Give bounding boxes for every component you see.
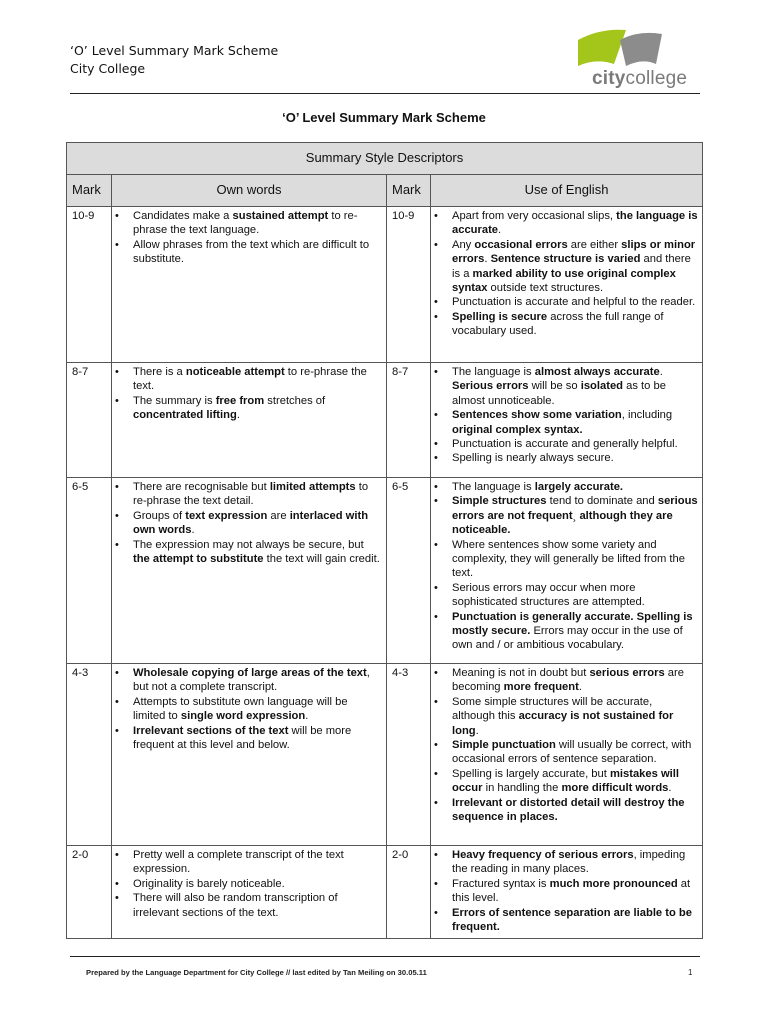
descriptor-text: There is a <box>133 366 186 378</box>
mark-cell: 8-7 <box>67 363 112 478</box>
mark-scheme-table <box>66 142 703 939</box>
descriptor-emphasis: largely accurate. <box>534 481 624 493</box>
descriptor-emphasis: Simple punctuation <box>452 739 556 752</box>
descriptor-item <box>452 796 698 825</box>
footer-rule <box>70 956 700 957</box>
logo-word-city: city <box>592 68 626 89</box>
header-title: ‘O’ Level Summary Mark Scheme <box>70 43 279 58</box>
descriptor-emphasis: interlaced with own words <box>133 509 369 537</box>
descriptor-item <box>452 848 698 877</box>
descriptor-item <box>452 310 698 339</box>
descriptor-emphasis: free from <box>215 394 265 407</box>
descriptor-item <box>452 238 698 296</box>
use-of-english-cell <box>431 363 703 478</box>
descriptor-text: are becoming <box>452 667 684 694</box>
table-row <box>67 363 703 478</box>
descriptor-text: There are recognisable but <box>133 481 270 493</box>
descriptor-text: Apart from very occasional slips, <box>452 210 617 222</box>
descriptor-emphasis: original complex syntax. <box>452 423 583 436</box>
descriptor-emphasis: serious errors are not frequent <box>452 495 698 522</box>
descriptor-text: . <box>659 366 663 378</box>
descriptor-emphasis: Simple structures <box>452 495 547 508</box>
descriptor-item <box>452 209 698 238</box>
descriptor-text: and there is a <box>452 253 691 280</box>
col-header-mark: Mark <box>67 175 112 207</box>
own-words-cell <box>112 664 387 846</box>
table-row <box>67 207 703 363</box>
mark-cell: 10-9 <box>387 207 431 363</box>
table-row <box>67 478 703 664</box>
descriptor-text: are either <box>567 238 622 251</box>
table-row <box>67 664 703 846</box>
descriptor-emphasis: more difficult words <box>561 782 669 795</box>
descriptor-text: . <box>236 409 240 422</box>
own-words-cell <box>112 207 387 363</box>
descriptor-text: across the full range of vocabulary used. <box>452 310 664 338</box>
descriptor-text: Some simple structures will be accurate, although this <box>452 695 653 723</box>
descriptor-text: Where sentences show some variety and complexity, they will generally be lifted from the text. <box>452 538 685 580</box>
use-of-english-cell <box>431 207 703 363</box>
descriptor-text: Candidates make a <box>133 210 233 222</box>
mark-cell: 6-5 <box>67 478 112 664</box>
descriptor-emphasis: more frequent <box>503 681 579 694</box>
mark-cell: 2-0 <box>67 846 112 939</box>
descriptor-text: to re-phrase the text language. <box>133 210 358 237</box>
descriptor-item <box>452 408 698 437</box>
descriptor-text: are <box>267 509 290 522</box>
descriptor-emphasis: slips or minor errors <box>452 238 696 266</box>
header-rule <box>70 93 700 94</box>
descriptor-text: to re-phrase the text detail. <box>133 481 369 508</box>
descriptor-emphasis: mistakes will occur <box>452 767 679 795</box>
descriptor-emphasis: sustained attempt <box>232 210 329 222</box>
descriptor-item <box>133 209 382 238</box>
descriptor-item <box>133 238 382 267</box>
descriptor-emphasis: although they are noticeable. <box>452 509 673 537</box>
descriptor-item <box>133 695 382 724</box>
mark-cell: 10-9 <box>67 207 112 363</box>
descriptor-item <box>452 437 698 451</box>
descriptor-text: . <box>578 681 582 694</box>
descriptor-list <box>431 480 702 657</box>
descriptor-text: tend to dominate and <box>546 495 658 508</box>
header-block <box>70 42 278 78</box>
col-header-mark-2: Mark <box>387 175 431 207</box>
descriptor-emphasis: Spelling is secure <box>452 310 548 323</box>
descriptor-text: Punctuation is accurate and generally helpful. <box>452 438 678 451</box>
descriptor-list <box>112 848 386 924</box>
descriptor-text: will usually be correct, with occasional errors of sentence separation. <box>452 739 692 766</box>
descriptor-emphasis: Sentence structure is varied <box>490 253 641 266</box>
descriptor-text: Groups of <box>133 509 186 522</box>
logo-green-flag <box>578 30 626 66</box>
descriptor-emphasis: isolated <box>580 380 623 393</box>
descriptor-text: will be more frequent at this level and below. <box>133 724 352 752</box>
own-words-cell <box>112 478 387 664</box>
descriptor-item <box>452 695 698 738</box>
descriptor-text: Spelling is nearly always secure. <box>452 452 614 465</box>
descriptor-emphasis: Serious errors <box>452 380 529 393</box>
descriptor-text: Allow phrases from the text which are difficult to substitute. <box>133 238 370 266</box>
descriptor-text: in handling the <box>482 782 562 795</box>
descriptor-item <box>452 295 698 309</box>
descriptor-emphasis: almost always accurate <box>534 366 660 378</box>
descriptor-text: . <box>191 524 195 537</box>
descriptor-list <box>431 209 702 343</box>
col-header-use-of-english: Use of English <box>431 175 703 207</box>
mark-cell: 2-0 <box>387 846 431 939</box>
descriptor-item <box>452 451 698 465</box>
descriptor-item <box>452 494 698 537</box>
descriptor-emphasis: Wholesale copying of large areas of the text <box>133 667 367 679</box>
descriptor-item <box>133 724 382 753</box>
descriptor-text: the text will gain credit. <box>263 553 380 566</box>
descriptor-emphasis: Errors of sentence separation are liable to be frequent. <box>452 906 692 934</box>
descriptor-text: , but not a complete transcript. <box>133 667 370 694</box>
descriptor-text: The language is <box>452 366 535 378</box>
footer-text: Prepared by the Language Department for City College // last edited by Tan Meiling on 30.05.11 <box>86 968 427 977</box>
descriptor-emphasis: the language is accurate <box>452 210 698 237</box>
descriptor-list <box>112 480 386 570</box>
descriptor-item <box>452 906 698 935</box>
descriptor-text: , impeding the reading in many places. <box>452 849 686 876</box>
descriptor-emphasis: accuracy is not sustained for long <box>452 710 674 737</box>
descriptor-text: Attempts to substitute own language will be limited to <box>133 695 348 723</box>
descriptor-emphasis: Irrelevant or distorted detail will destroy the sequence in places. <box>452 796 685 824</box>
document-title: ‘O’ Level Summary Mark Scheme <box>282 110 486 125</box>
descriptor-emphasis: text expression <box>185 509 268 522</box>
descriptor-emphasis: occasional errors <box>474 238 568 251</box>
table-row <box>67 846 703 939</box>
descriptor-text: Any <box>452 238 475 251</box>
descriptor-text: . <box>498 224 502 237</box>
descriptor-emphasis: concentrated lifting <box>133 409 237 422</box>
descriptor-item <box>133 891 382 920</box>
logo-word-college: college <box>625 68 688 89</box>
descriptor-text: . <box>475 724 479 737</box>
col-header-own-words: Own words <box>112 175 387 207</box>
descriptor-item <box>133 480 382 509</box>
descriptor-emphasis: marked ability to use original complex syntax <box>452 267 676 295</box>
descriptor-list <box>112 365 386 427</box>
descriptor-text: Punctuation is accurate and helpful to the reader. <box>452 296 696 309</box>
mark-cell: 4-3 <box>387 664 431 846</box>
descriptor-emphasis: Sentences show some variation <box>452 409 622 422</box>
descriptor-text: ¸ <box>572 509 580 522</box>
descriptor-list <box>431 848 702 938</box>
descriptor-item <box>133 394 382 423</box>
logo-grey-flag <box>620 33 662 66</box>
descriptor-item <box>452 738 698 767</box>
page-number: 1 <box>688 968 693 977</box>
descriptor-text: as to be almost unnoticeable. <box>452 380 666 407</box>
table-banner: Summary Style Descriptors <box>67 143 703 175</box>
use-of-english-cell <box>431 478 703 664</box>
descriptor-emphasis: much more pronounced <box>549 877 678 890</box>
mark-cell: 4-3 <box>67 664 112 846</box>
descriptor-text: Fractured syntax is <box>452 877 550 890</box>
table-body <box>67 207 703 939</box>
descriptor-list <box>112 209 386 271</box>
descriptor-text: . <box>668 782 672 795</box>
descriptor-emphasis: single word expression <box>180 710 306 723</box>
descriptor-text: The expression may not always be secure, but <box>133 538 364 551</box>
own-words-cell <box>112 846 387 939</box>
descriptor-list <box>112 666 386 756</box>
descriptor-text: The language is <box>452 481 535 493</box>
logo-wordmark <box>592 68 687 90</box>
descriptor-text: outside text structures. <box>487 282 604 295</box>
descriptor-list <box>431 365 702 470</box>
descriptor-text: Pretty well a complete transcript of the text expression. <box>133 849 344 876</box>
descriptor-item <box>133 538 382 567</box>
descriptor-emphasis: limited attempts <box>269 481 356 493</box>
descriptor-text: . <box>484 253 491 266</box>
descriptor-text: to re-phrase the text. <box>133 366 367 393</box>
descriptor-text: Serious errors may occur when more sophisticated structures are attempted. <box>452 581 645 609</box>
descriptor-item <box>133 666 382 695</box>
descriptor-text: , including <box>621 409 673 422</box>
descriptor-item <box>452 767 698 796</box>
descriptor-emphasis: the attempt to substitute <box>133 553 264 566</box>
header-school: City College <box>70 61 146 76</box>
descriptor-emphasis: Irrelevant sections of the text <box>133 724 289 737</box>
descriptor-text: The summary is <box>133 394 216 407</box>
descriptor-item <box>452 480 698 494</box>
descriptor-text: . <box>305 710 309 723</box>
descriptor-item <box>133 365 382 394</box>
descriptor-item <box>452 877 698 906</box>
descriptor-text: There will also be random transcription of irrelevant sections of the text. <box>133 892 338 919</box>
use-of-english-cell <box>431 664 703 846</box>
descriptor-item <box>452 538 698 581</box>
descriptor-text: Spelling is largely accurate, but <box>452 767 610 780</box>
descriptor-item <box>452 666 698 695</box>
descriptor-emphasis: serious errors <box>589 667 665 679</box>
descriptor-item <box>452 365 698 408</box>
descriptor-text: stretches of <box>264 394 326 407</box>
descriptor-emphasis: noticeable attempt <box>185 366 285 378</box>
descriptor-item <box>133 877 382 891</box>
descriptor-item <box>133 509 382 538</box>
descriptor-item <box>133 848 382 877</box>
own-words-cell <box>112 363 387 478</box>
descriptor-item <box>452 581 698 610</box>
descriptor-text: Errors may occur in the use of own and / or ambitious vocabulary. <box>452 625 683 652</box>
use-of-english-cell <box>431 846 703 939</box>
descriptor-text: will be so <box>528 380 581 393</box>
descriptor-emphasis: Heavy frequency of serious errors <box>452 849 634 861</box>
descriptor-emphasis: Punctuation is generally accurate. Spelling is mostly secure. <box>452 610 693 638</box>
descriptor-text: Originality is barely noticeable. <box>133 877 285 890</box>
mark-cell: 8-7 <box>387 363 431 478</box>
descriptor-text: Meaning is not in doubt but <box>452 667 590 679</box>
descriptor-list <box>431 666 702 828</box>
mark-cell: 6-5 <box>387 478 431 664</box>
descriptor-text: at this level. <box>452 877 691 905</box>
descriptor-item <box>452 610 698 653</box>
